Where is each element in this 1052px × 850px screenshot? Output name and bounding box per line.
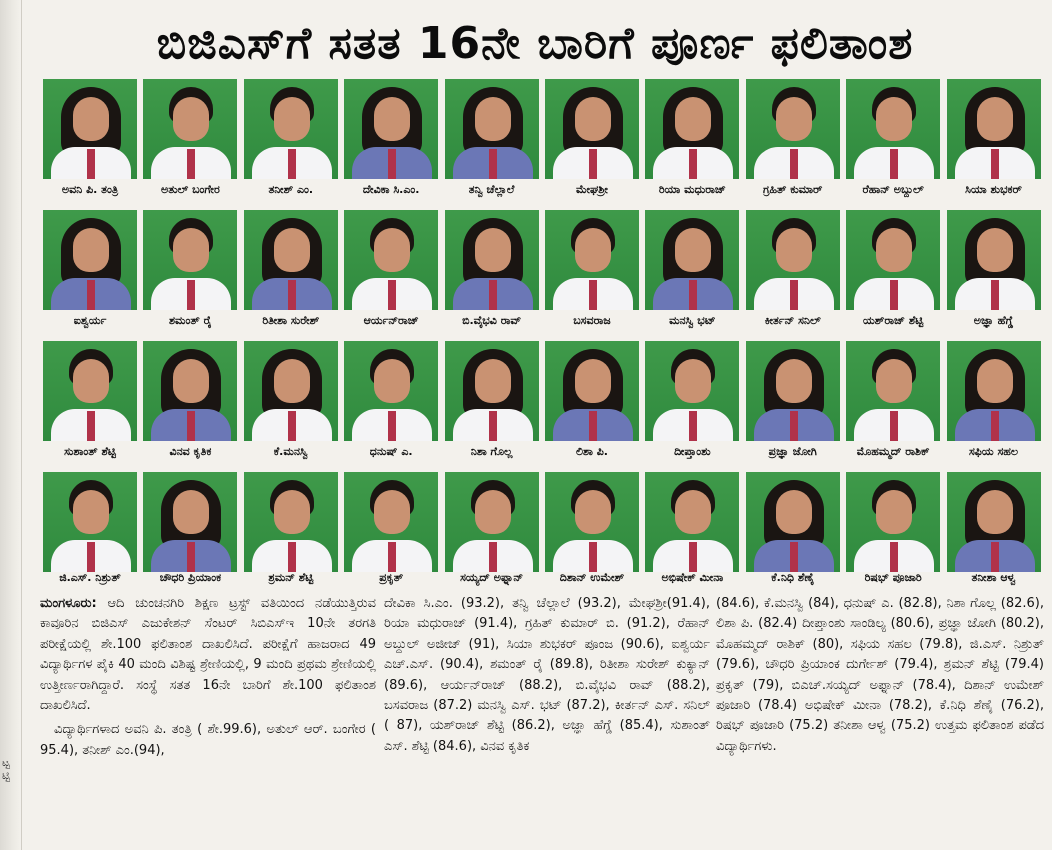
student-card xyxy=(642,469,742,595)
student-photo xyxy=(143,79,237,179)
student-photo xyxy=(344,341,438,441)
student-name: ಅಜ್ಞಾ ಹೆಗ್ಡೆ xyxy=(973,314,1014,327)
student-name: ತನೀಶಾ ಆಳ್ವ xyxy=(971,571,1016,584)
student-card xyxy=(944,469,1044,595)
student-photo xyxy=(244,341,338,441)
student-name: ಧನುಷ್ ಎ. xyxy=(369,445,413,458)
student-name: ಜಿ.ಎಸ್. ನಿಶ್ರುತ್ xyxy=(59,571,121,584)
article-column-1 xyxy=(40,594,376,765)
student-photo xyxy=(545,79,639,179)
student-name: ರಿತೀಶಾ ಸುರೇಶ್ xyxy=(262,314,320,327)
photo-row xyxy=(40,469,1044,595)
student-card xyxy=(642,338,742,468)
student-name: ಮೇಘಶ್ರೀ xyxy=(575,183,608,196)
student-name: ಲಿಶಾ ಪಿ. xyxy=(575,445,608,458)
student-photo xyxy=(746,210,840,310)
student-name: ಆರ್ಯನ್‌ರಾಜ್ xyxy=(363,314,419,327)
student-card xyxy=(843,338,943,468)
student-name: ಶಮಂತ್ ರೈ xyxy=(169,314,212,327)
student-photo xyxy=(746,341,840,441)
student-card xyxy=(140,469,240,595)
student-photo xyxy=(344,210,438,310)
student-name: ರೆಹಾನ್ ಅಬ್ದುಲ್ xyxy=(862,183,924,196)
student-card xyxy=(542,469,642,595)
student-photo xyxy=(545,472,639,572)
student-card xyxy=(743,207,843,337)
student-name: ಮೊಹಮ್ಮದ್ ರಾಶಿಕ್ xyxy=(856,445,930,458)
student-card xyxy=(40,338,140,468)
student-photo xyxy=(344,79,438,179)
student-name: ಕೀರ್ತನ್ ಸನಿಲ್ xyxy=(764,314,821,327)
student-photo xyxy=(445,341,539,441)
student-photo xyxy=(746,79,840,179)
article-column-3-text: (84.6), ಕೆ.ಮನಸ್ವಿ (84), ಧನುಷ್ ಎ. (82.8), ನಿಶಾ ಗೊಲ್ಲ (82.6), ಲಿಶಾ ಪಿ. (82.4) ದೀಪ್ತಾಂಶು ಸಾಂಡಿಲ್ಯ (80.6), ಪ್ರಜ್ಞಾ ಜೋಗಿ (80.2), ಮೊಹಮ್ಮದ್ ರಾಶಿಕ್ (80), ಸಫಿಯ ಸಹಲ (79.8), ಜಿ.ಎಸ್. ನಿಶ್ರುತ್ (79.6), ಚೌಧರಿ ಪ್ರಿಯಾಂಕ ದುರ್ಗೇಶ್ (79.4), ಶ್ರಮನ್ ಶೆಟ್ಟಿ (79.4) ಪ್ರಕೃತ್ (79), ಬಿಎಚ್.ಸಯ್ಯದ್ ಅಫ್ನಾನ್ (78.4), ದಿಶಾನ್ ಉಮೇಶ್ ಪೂಜಾರಿ (78.4) ಅಭಿಷೇಕ್ ಮೀನಾ (78.2), ಕೆ.ನಿಧಿ ಶೆಣೈ (76.2), ರಿಷಭ್ ಪೂಜಾರಿ (75.2) ತನೀಶಾ ಆಳ್ವ (75.2) ಉತ್ತಮ ಫಲಿತಾಂಶ ಪಡೆದ ವಿದ್ಯಾರ್ಥಿಗಳು. xyxy=(716,596,1044,754)
photo-row xyxy=(40,207,1044,337)
student-name: ಶ್ರಮನ್ ಶೆಟ್ಟಿ xyxy=(268,571,314,584)
student-card xyxy=(241,76,341,206)
student-card xyxy=(40,76,140,206)
student-name: ತನ್ವಿ ಚೆಲ್ಲಾಲೆ xyxy=(468,183,515,196)
student-name: ಚೌಧರಿ ಪ್ರಿಯಾಂಕ xyxy=(159,571,222,584)
student-photo xyxy=(445,472,539,572)
student-name: ಅವನಿ ಪಿ. ತಂತ್ರಿ xyxy=(61,183,119,196)
student-photo xyxy=(645,472,739,572)
student-card xyxy=(442,338,542,468)
photo-row xyxy=(40,338,1044,468)
student-photo xyxy=(846,341,940,441)
article-column-3 xyxy=(716,594,1044,761)
article-paragraph-2: ವಿದ್ಯಾರ್ಥಿಗಳಾದ ಅವನಿ ಪಿ. ತಂತ್ರಿ ( ಶೇ.99.6), ಅತುಲ್ ಆರ್. ಬಂಗೇರ ( 95.4), ತನೀಶ್ ಎಂ.(94), xyxy=(40,722,376,758)
student-card xyxy=(442,76,542,206)
student-photo xyxy=(947,472,1041,572)
student-name: ಸಯ್ಯದ್ ಅಫ್ನಾನ್ xyxy=(460,571,524,584)
student-photo-grid xyxy=(40,76,1044,596)
student-photo xyxy=(846,210,940,310)
student-name: ಕೆ.ನಿಧಿ ಶೆಣೈ xyxy=(771,571,815,584)
student-card xyxy=(542,207,642,337)
student-card xyxy=(40,207,140,337)
article-column-2 xyxy=(384,594,710,761)
student-photo xyxy=(545,210,639,310)
student-photo xyxy=(244,472,338,572)
student-photo xyxy=(143,210,237,310)
student-name: ಮನಸ್ವಿ ಭಟ್ xyxy=(669,314,716,327)
margin-text: ಟ್ಟ ಟ್ಟಿ xyxy=(2,756,10,782)
student-card xyxy=(843,76,943,206)
student-card xyxy=(241,338,341,468)
student-card xyxy=(241,207,341,337)
student-card xyxy=(542,338,642,468)
student-photo xyxy=(244,210,338,310)
student-photo xyxy=(43,210,137,310)
student-photo xyxy=(645,79,739,179)
student-name: ಸಿಯಾ ಶುಭಕರ್ xyxy=(965,183,1022,196)
headline: ಬಿಜಿಎಸ್‌ಗೆ ಸತತ 16ನೇ ಬಾರಿಗೆ ಪೂರ್ಣ ಫಲಿತಾಂಶ xyxy=(156,18,914,69)
student-card xyxy=(341,207,441,337)
student-card xyxy=(341,469,441,595)
student-photo xyxy=(846,472,940,572)
student-card xyxy=(743,76,843,206)
student-photo xyxy=(344,472,438,572)
student-name: ಕೆ.ಮನಸ್ವಿ xyxy=(273,445,308,458)
student-card xyxy=(442,207,542,337)
page-edge xyxy=(0,0,22,850)
photo-row xyxy=(40,76,1044,206)
student-card xyxy=(140,76,240,206)
student-name: ರಿಷಭ್ ಪೂಜಾರಿ xyxy=(864,571,922,584)
student-photo xyxy=(143,472,237,572)
student-photo xyxy=(645,341,739,441)
student-card xyxy=(843,207,943,337)
student-name: ಅತುಲ್ ಬಂಗೇರ xyxy=(160,183,220,196)
student-card xyxy=(140,338,240,468)
student-name: ದೀಪ್ತಾಂಶು xyxy=(674,445,711,458)
student-card xyxy=(140,207,240,337)
student-name: ದಿಶಾನ್ ಉಮೇಶ್ xyxy=(559,571,625,584)
dateline: ಮಂಗಳೂರು: xyxy=(40,596,97,611)
student-name: ವಿನವ ಕೃತಿಕ xyxy=(169,445,212,458)
student-photo xyxy=(746,472,840,572)
student-card xyxy=(642,207,742,337)
student-card xyxy=(341,76,441,206)
student-card xyxy=(40,469,140,595)
student-name: ಸಫಿಯ ಸಹಲ xyxy=(968,445,1019,458)
student-name: ತನೀಶ್ ಎಂ. xyxy=(268,183,314,196)
student-photo xyxy=(947,210,1041,310)
student-photo xyxy=(43,79,137,179)
student-card xyxy=(542,76,642,206)
student-card xyxy=(944,207,1044,337)
student-name: ದೇವಿಕಾ ಸಿ.ಎಂ. xyxy=(362,183,420,196)
student-photo xyxy=(43,472,137,572)
student-name: ಅಭಿಷೇಕ್ ಮೀನಾ xyxy=(661,571,724,584)
student-photo xyxy=(143,341,237,441)
student-name: ಬಸವರಾಜ xyxy=(573,314,611,327)
student-photo xyxy=(545,341,639,441)
student-card xyxy=(442,469,542,595)
student-photo xyxy=(846,79,940,179)
student-name: ಐಶ್ವರ್ಯ xyxy=(73,314,107,327)
student-card xyxy=(241,469,341,595)
student-card xyxy=(944,338,1044,468)
student-card xyxy=(944,76,1044,206)
student-photo xyxy=(244,79,338,179)
student-name: ನಿಶಾ ಗೊಲ್ಲ xyxy=(470,445,513,458)
student-name: ಸುಶಾಂತ್ ಶೆಟ್ಟಿ xyxy=(64,445,116,458)
student-name: ಪ್ರಜ್ಞಾ ಜೋಗಿ xyxy=(768,445,817,458)
student-card xyxy=(843,469,943,595)
student-card xyxy=(743,469,843,595)
student-card xyxy=(642,76,742,206)
student-photo xyxy=(43,341,137,441)
student-photo xyxy=(445,79,539,179)
student-photo xyxy=(947,341,1041,441)
student-card xyxy=(743,338,843,468)
student-photo xyxy=(445,210,539,310)
student-name: ಬಿ.ವೈಭವಿ ರಾವ್ xyxy=(462,314,522,327)
student-name: ಯಶ್‌ರಾಜ್ ಶೆಟ್ಟಿ xyxy=(862,314,924,327)
student-name: ಪ್ರಕೃತ್ xyxy=(379,571,404,584)
article-paragraph-1-text: ಆದಿ ಚುಂಚನಗಿರಿ ಶಿಕ್ಷಣ ಟ್ರಸ್ಟ್ ವತಿಯಿಂದ ನಡೆಯುತ್ತಿರುವ ಕಾವೂರಿನ ಬಿಜಿಎಸ್ ಎಜುಕೇಶನ್ ಸೆಂಟರ್ ಸಿಬಿಎಸ್‌ಇ 10ನೇ ತರಗತಿ ಪರೀಕ್ಷೆಯಲ್ಲಿ ಶೇ.100 ಫಲಿತಾಂಶ ದಾಖಲಿಸಿದೆ. ಪರೀಕ್ಷೆಗೆ ಹಾಜರಾದ 49 ವಿದ್ಯಾರ್ಥಿಗಳ ಪೈಕಿ 40 ಮಂದಿ ವಿಶಿಷ್ಟ ಶ್ರೇಣಿಯಲ್ಲಿ, 9 ಮಂದಿ ಪ್ರಥಮ ಶ್ರೇಣಿಯಲ್ಲಿ ಉತ್ತೀರ್ಣರಾಗಿದ್ದಾರೆ. ಸಂಸ್ಥೆ ಸತತ 16ನೇ ಬಾರಿಗೆ ಶೇ.100 ಫಲಿತಾಂಶ ದಾಖಲಿಸಿದೆ. xyxy=(40,596,376,714)
student-photo xyxy=(645,210,739,310)
article-column-2-text: ದೇವಿಕಾ ಸಿ.ಎಂ. (93.2), ತನ್ವಿ ಚೆಲ್ಲಾಲೆ (93.2), ಮೇಘಶ್ರೀ(91.4), ರಿಯಾ ಮಧುರಾಜ್ (91.4), ಗ್ರಹಿತ್ ಕುಮಾರ್ ಬಿ. (91.2), ರೆಹಾನ್ ಅಬ್ದುಲ್ ಅಜೀಜ್ (91), ಸಿಯಾ ಶುಭಕರ್ ಪೂಂಜ (90.6), ಐಶ್ವರ್ಯ ಎಚ್.ಎಸ್. (90.4), ಶಮಂತ್ ರೈ (89.8), ರಿತೀಶಾ ಸುರೇಶ್ ಕುಕ್ಯಾನ್ (89.6), ಆರ್ಯನ್‌ರಾಜ್ (88.2), ಬಿ.ವೈಭವಿ ರಾವ್ (88.2), ಬಸವರಾಜ (87.2) ಮನಸ್ವಿ ಎಸ್. ಭಟ್ (87.2), ಕೀರ್ತನ್ ಎಸ್. ಸನಿಲ್ ( 87), ಯಶ್‌ರಾಜ್ ಶೆಟ್ಟಿ (86.2), ಅಜ್ಞಾ ಹೆಗ್ಡೆ (85.4), ಸುಶಾಂತ್ ಎಸ್. ಶೆಟ್ಟಿ (84.6), ವಿನವ ಕೃತಿಕ xyxy=(384,596,710,754)
student-photo xyxy=(947,79,1041,179)
student-name: ರಿಯಾ ಮಧುರಾಜ್ xyxy=(658,183,726,196)
student-name: ಗ್ರಹಿತ್ ಕುಮಾರ್ xyxy=(763,183,823,196)
student-card xyxy=(341,338,441,468)
article-paragraph-1 xyxy=(40,594,376,716)
